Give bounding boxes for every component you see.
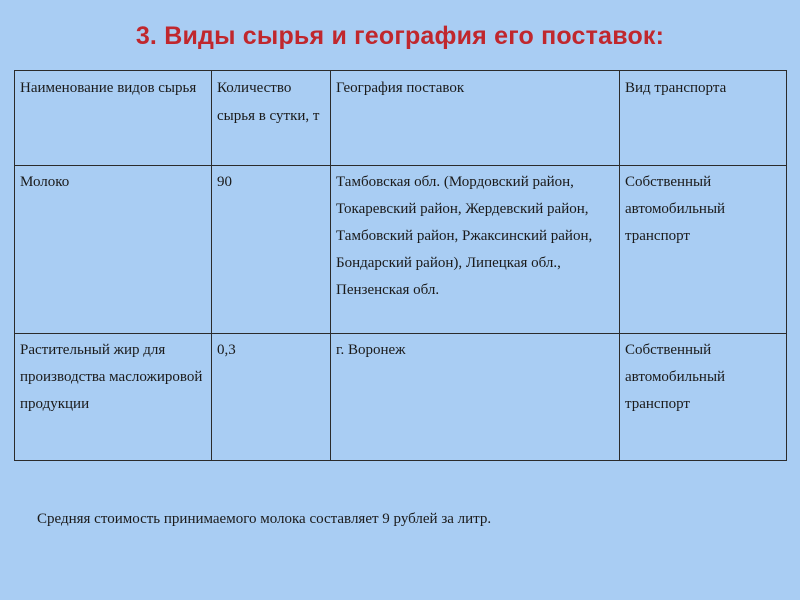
cell-transport-type: Собственный автомобильный транспорт <box>620 166 787 334</box>
cell-material-name: Растительный жир для производства масложировой продукции <box>15 334 212 461</box>
table-header-row <box>15 71 787 166</box>
header-supply-geography: География поставок <box>331 71 620 166</box>
cell-supply-geography: Тамбовская обл. (Мордовский район, Токаревский район, Жердевский район, Тамбовский район, Ржаксинский район, Бондарский район), Липецкая обл., Пензенская обл. <box>331 166 620 334</box>
raw-materials-table <box>14 70 787 461</box>
milk-cost-note: Средняя стоимость принимаемого молока составляет 9 рублей за литр. <box>37 511 492 527</box>
table-row-vegetable-fat <box>15 334 787 461</box>
cell-material-name: Молоко <box>15 166 212 334</box>
cell-transport-type: Собственный автомобильный транспорт <box>620 334 787 461</box>
cell-supply-geography: г. Воронеж <box>331 334 620 461</box>
table-row-milk <box>15 166 787 334</box>
header-quantity: Количество сырья в сутки, т <box>212 71 331 166</box>
header-transport-type: Вид транспорта <box>620 71 787 166</box>
cell-quantity: 0,3 <box>212 334 331 461</box>
header-material-name: Наименование видов сырья <box>15 71 212 166</box>
cell-quantity: 90 <box>212 166 331 334</box>
slide-title: 3. Виды сырья и география его поставок: <box>135 22 665 50</box>
